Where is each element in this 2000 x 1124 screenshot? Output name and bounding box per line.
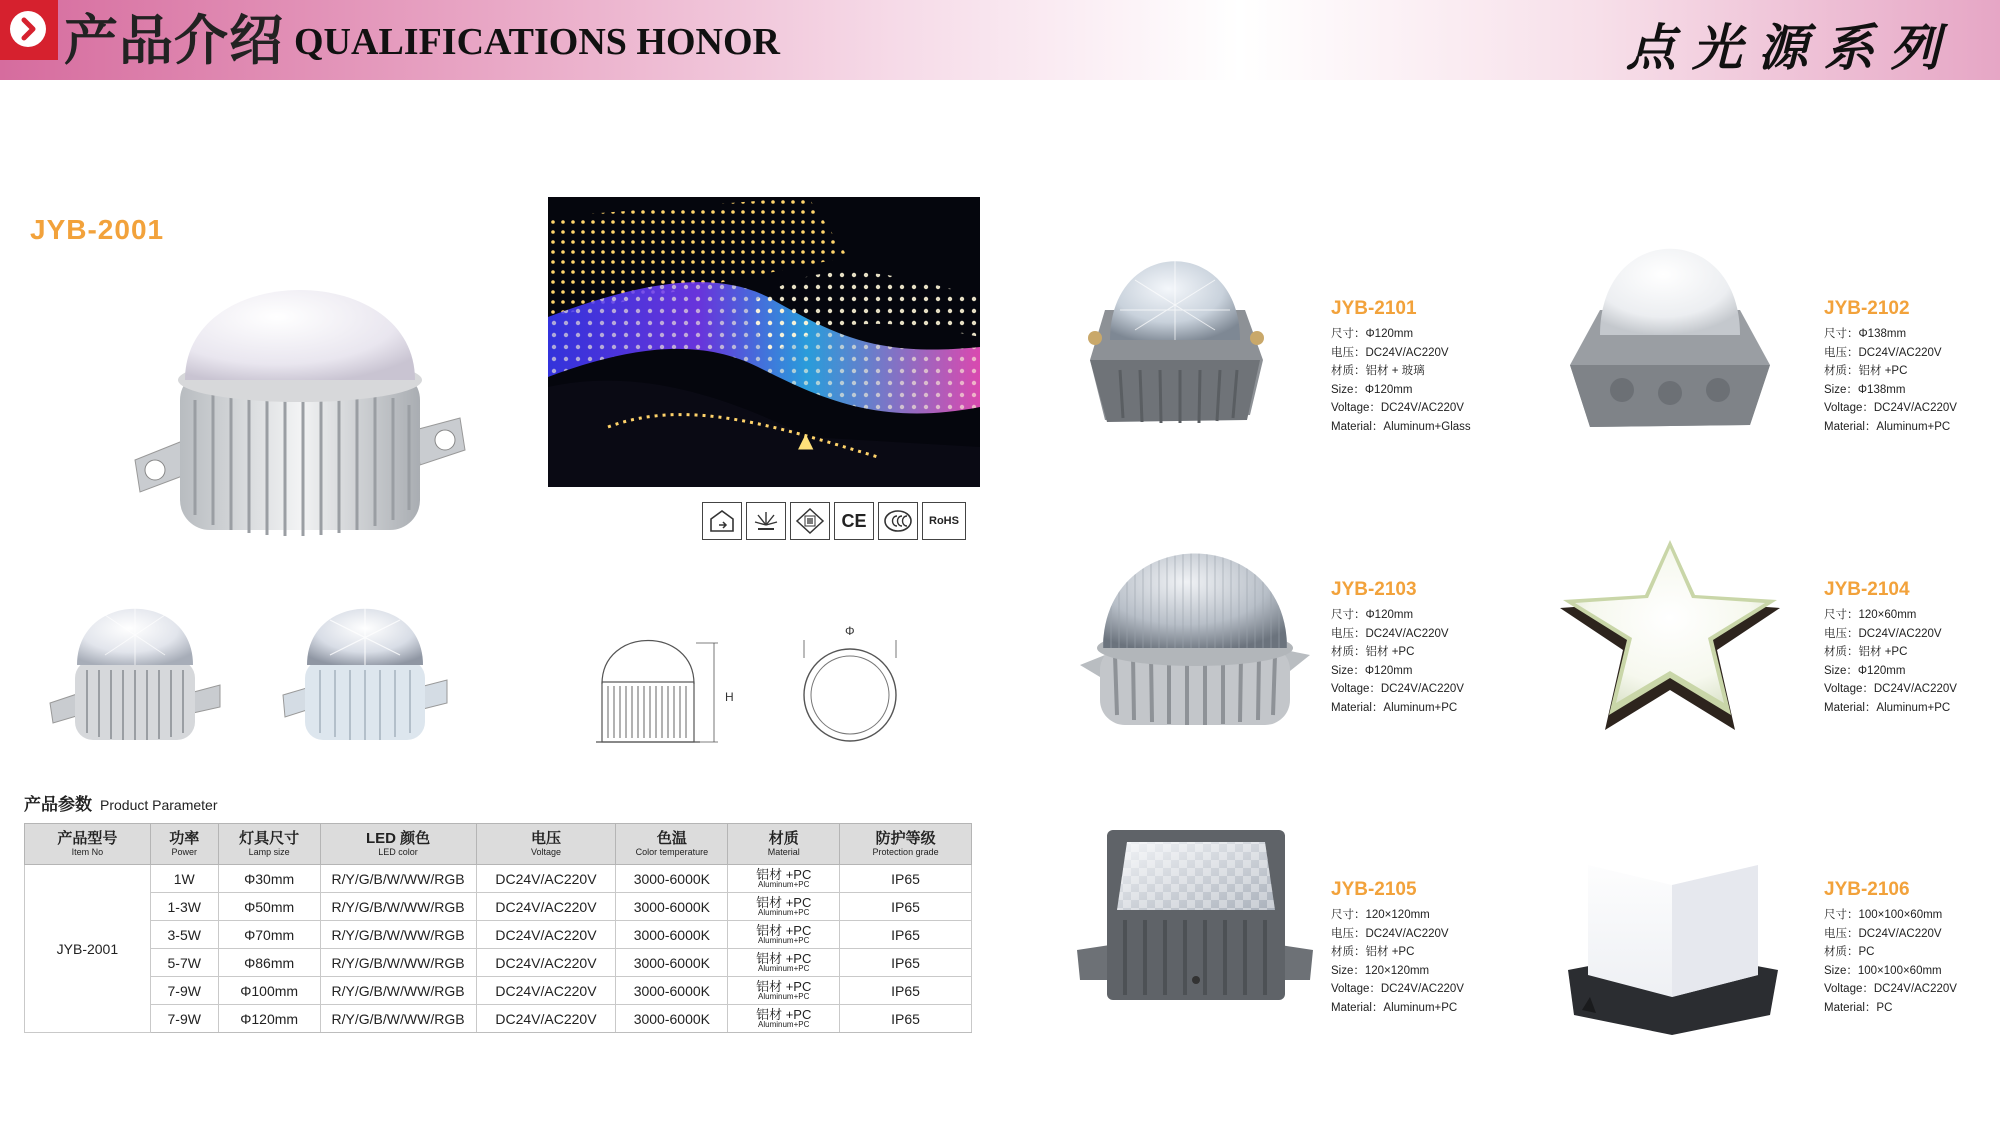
header-title-cn: 产品介绍 <box>64 8 284 72</box>
crystal-variant-image-1 <box>45 585 225 745</box>
class-iii-icon <box>790 502 830 540</box>
color-cell: R/Y/G/B/W/WW/RGB <box>320 977 476 1005</box>
spec-line: 尺寸：Φ120mm <box>1331 609 1414 621</box>
installation-photo <box>548 197 980 487</box>
ccc-mark-icon <box>878 502 918 540</box>
top-dimension-drawing <box>795 640 905 750</box>
table-row <box>25 949 972 977</box>
spec-line: 尺寸：100×100×60mm <box>1824 909 1943 921</box>
power-cell: 1-3W <box>150 893 218 921</box>
spec-line: Size：Φ120mm <box>1331 383 1413 396</box>
power-cell: 1W <box>150 865 218 893</box>
grade-cell: IP65 <box>840 977 972 1005</box>
size-cell: Φ70mm <box>218 921 320 949</box>
size-cell: Φ50mm <box>218 893 320 921</box>
spec-line: Size：Φ120mm <box>1824 664 1906 677</box>
color-cell: R/Y/G/B/W/WW/RGB <box>320 1005 476 1033</box>
temp-cell: 3000-6000K <box>616 977 728 1005</box>
material-cell: 铝材 +PC Aluminum+PC <box>728 977 840 1005</box>
spec-line: 电压：DC24V/AC220V <box>1331 346 1449 359</box>
spec-line: 材质：PC <box>1824 946 1875 958</box>
header-badge <box>0 0 58 60</box>
material-cell: 铝材 +PC Aluminum+PC <box>728 949 840 977</box>
color-cell: R/Y/G/B/W/WW/RGB <box>320 865 476 893</box>
power-cell: 3-5W <box>150 921 218 949</box>
color-cell: R/Y/G/B/W/WW/RGB <box>320 893 476 921</box>
product-model: JYB-2101 <box>1331 298 1417 319</box>
temp-cell: 3000-6000K <box>616 949 728 977</box>
indoor-use-icon <box>702 502 742 540</box>
power-cell: 7-9W <box>150 1005 218 1033</box>
spec-line: 尺寸：120×120mm <box>1331 909 1430 921</box>
grade-cell: IP65 <box>840 865 972 893</box>
spec-line: 电压：DC24V/AC220V <box>1824 346 1942 359</box>
col-led-color: LED 颜色 LED color <box>320 824 476 865</box>
side-dimension-drawing <box>596 634 746 754</box>
temp-cell: 3000-6000K <box>616 921 728 949</box>
spec-line: 电压：DC24V/AC220V <box>1824 627 1942 640</box>
spec-line: 电压：DC24V/AC220V <box>1331 627 1449 640</box>
rohs-mark: RoHS <box>922 502 966 540</box>
spec-line: Voltage：DC24V/AC220V <box>1331 983 1464 995</box>
main-product-image <box>125 230 475 550</box>
col-color-temp: 色温 Color temperature <box>616 824 728 865</box>
voltage-cell: DC24V/AC220V <box>476 977 616 1005</box>
size-cell: Φ120mm <box>218 1005 320 1033</box>
size-cell: Φ100mm <box>218 977 320 1005</box>
product-model: JYB-2103 <box>1331 579 1417 600</box>
material-cell: 铝材 +PC Aluminum+PC <box>728 921 840 949</box>
material-cell: 铝材 +PC Aluminum+PC <box>728 1005 840 1033</box>
spec-line: 电压：DC24V/AC220V <box>1824 927 1942 940</box>
temp-cell: 3000-6000K <box>616 865 728 893</box>
product-card-2106 <box>1824 879 1957 1017</box>
spec-line: Voltage：DC24V/AC220V <box>1331 402 1464 414</box>
spec-line: Voltage：DC24V/AC220V <box>1824 402 1957 414</box>
light-burst-icon <box>746 502 786 540</box>
voltage-cell: DC24V/AC220V <box>476 949 616 977</box>
product-image-2104 <box>1555 540 1785 740</box>
power-cell: 5-7W <box>150 949 218 977</box>
product-card-2102 <box>1824 298 1957 436</box>
header-title-en: QUALIFICATIONS HONOR <box>294 21 780 63</box>
spec-line: Material：Aluminum+PC <box>1331 701 1458 714</box>
parameter-table <box>24 823 972 1033</box>
voltage-cell: DC24V/AC220V <box>476 865 616 893</box>
spec-line: 尺寸：Φ120mm <box>1331 328 1414 340</box>
product-image-2106 <box>1560 835 1785 1035</box>
parameter-title-en: Product Parameter <box>100 797 218 813</box>
product-model: JYB-2104 <box>1824 579 1910 600</box>
spec-line: Size：Φ138mm <box>1824 383 1906 396</box>
spec-line: Size：Φ120mm <box>1331 664 1413 677</box>
ce-mark: CE <box>834 502 874 540</box>
grade-cell: IP65 <box>840 1005 972 1033</box>
grade-cell: IP65 <box>840 893 972 921</box>
height-label: H <box>725 690 734 704</box>
parameter-title <box>24 790 218 815</box>
spec-line: 材质：铝材 +PC <box>1331 946 1415 958</box>
spec-line: Size：100×100×60mm <box>1824 964 1942 977</box>
diameter-label: Φ <box>845 624 855 638</box>
spec-line: Material：Aluminum+PC <box>1824 420 1951 433</box>
spec-line: Material：Aluminum+PC <box>1824 701 1951 714</box>
product-image-2105 <box>1075 820 1315 1020</box>
chevron-right-icon <box>10 11 46 47</box>
voltage-cell: DC24V/AC220V <box>476 1005 616 1033</box>
col-power: 功率 Power <box>150 824 218 865</box>
product-card-2104 <box>1824 579 1957 717</box>
grade-cell: IP65 <box>840 921 972 949</box>
material-cell: 铝材 +PC Aluminum+PC <box>728 865 840 893</box>
svg-text:▲: ▲ <box>798 428 814 452</box>
temp-cell: 3000-6000K <box>616 1005 728 1033</box>
spec-line: Voltage：DC24V/AC220V <box>1331 683 1464 695</box>
table-row <box>25 893 972 921</box>
material-cell: 铝材 +PC Aluminum+PC <box>728 893 840 921</box>
product-model: JYB-2105 <box>1331 879 1417 900</box>
grade-cell: IP65 <box>840 949 972 977</box>
product-model: JYB-2102 <box>1824 298 1910 319</box>
col-voltage: 电压 Voltage <box>476 824 616 865</box>
col-material: 材质 Material <box>728 824 840 865</box>
spec-line: 材质：铝材 + 玻璃 <box>1331 365 1425 377</box>
size-cell: Φ86mm <box>218 949 320 977</box>
spec-line: 尺寸：120×60mm <box>1824 609 1917 621</box>
col-protection: 防护等级 Protection grade <box>840 824 972 865</box>
size-cell: Φ30mm <box>218 865 320 893</box>
main-model-label: JYB-2001 <box>30 214 165 245</box>
product-card-2103 <box>1331 579 1464 717</box>
series-title: 点光源系列 <box>1626 18 1956 77</box>
spec-line: Material：Aluminum+Glass <box>1331 420 1471 433</box>
power-cell: 7-9W <box>150 977 218 1005</box>
parameter-title-cn: 产品参数 <box>24 795 92 814</box>
table-row <box>25 921 972 949</box>
table-row <box>25 977 972 1005</box>
crystal-variant-image-2 <box>275 585 455 745</box>
color-cell: R/Y/G/B/W/WW/RGB <box>320 921 476 949</box>
product-model: JYB-2106 <box>1824 879 1910 900</box>
table-header-row <box>25 824 972 865</box>
spec-line: 电压：DC24V/AC220V <box>1331 927 1449 940</box>
spec-line: 尺寸：Φ138mm <box>1824 328 1907 340</box>
voltage-cell: DC24V/AC220V <box>476 893 616 921</box>
product-image-2102 <box>1560 235 1780 445</box>
spec-line: Size：120×120mm <box>1331 964 1430 977</box>
spec-line: Voltage：DC24V/AC220V <box>1824 983 1957 995</box>
spec-line: Material：PC <box>1824 1001 1893 1014</box>
temp-cell: 3000-6000K <box>616 893 728 921</box>
product-card-2101 <box>1331 298 1471 436</box>
spec-line: 材质：铝材 +PC <box>1824 646 1908 658</box>
voltage-cell: DC24V/AC220V <box>476 921 616 949</box>
table-row <box>25 865 972 893</box>
product-image-2101 <box>1075 240 1275 450</box>
color-cell: R/Y/G/B/W/WW/RGB <box>320 949 476 977</box>
spec-line: Material：Aluminum+PC <box>1331 1001 1458 1014</box>
table-row <box>25 1005 972 1033</box>
spec-line: 材质：铝材 +PC <box>1824 365 1908 377</box>
product-image-2103 <box>1075 530 1315 740</box>
col-lamp-size: 灯具尺寸 Lamp size <box>218 824 320 865</box>
product-card-2105 <box>1331 879 1464 1017</box>
item-no-cell: JYB-2001 <box>25 865 151 1033</box>
spec-line: Voltage：DC24V/AC220V <box>1824 683 1957 695</box>
spec-line: 材质：铝材 +PC <box>1331 646 1415 658</box>
col-item-no: 产品型号 Item No <box>25 824 151 865</box>
